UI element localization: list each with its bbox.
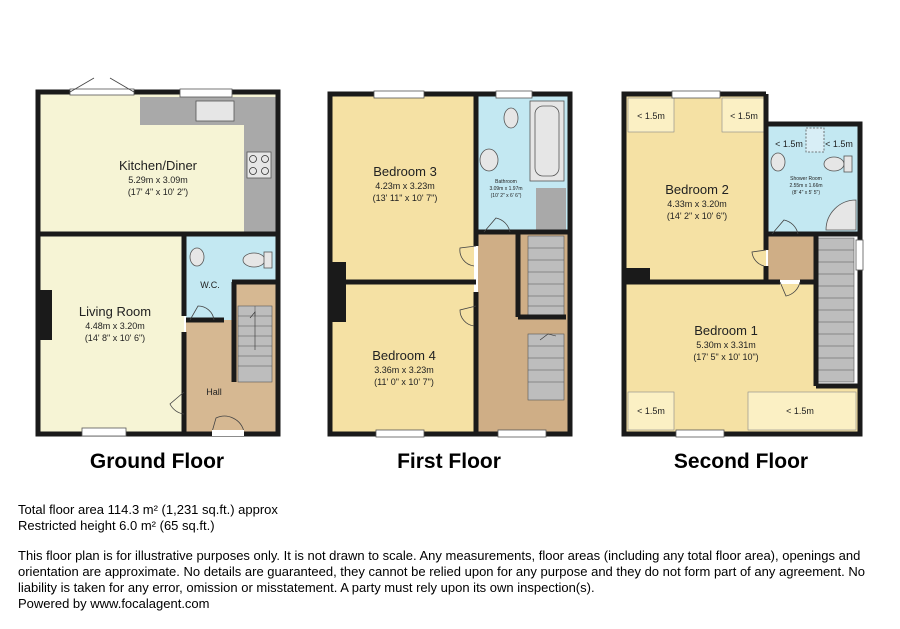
shower-room-dim-ft: (8' 4" x 5' 5"): [792, 190, 820, 196]
powered-by-text: Powered by www.focalagent.com: [18, 596, 210, 611]
bathroom-toilet: [504, 108, 518, 128]
wc-toilet: [243, 253, 265, 267]
ground-floor-plan: [38, 78, 278, 473]
first-floor-title: First Floor: [397, 450, 501, 473]
restricted-height-label: < 1.5m: [786, 406, 814, 416]
restricted-height-label: < 1.5m: [825, 139, 853, 149]
shower-room-cistern: [844, 156, 852, 172]
second-floor-title: Second Floor: [673, 450, 809, 473]
living-chimney: [40, 290, 52, 340]
first-floor-plan: [330, 91, 570, 473]
wc-floor-lower: [186, 236, 232, 320]
wc-cistern: [264, 252, 272, 268]
bathroom-basin: [480, 149, 498, 171]
ground-stairs: [238, 306, 272, 382]
front-door-gap: [212, 430, 244, 436]
bedroom-2-label: Bedroom 2: [665, 182, 729, 197]
kitchen-diner-label: Kitchen/Diner: [118, 158, 198, 173]
kitchen-diner-dim-m: 5.29m x 3.09m: [128, 175, 188, 185]
kitchen-diner-dim-ft: (17' 4" x 10' 2"): [127, 187, 189, 197]
floor-plan-notes: [18, 502, 884, 612]
second-stairs: [818, 238, 854, 382]
restricted-height-label: < 1.5m: [775, 139, 803, 149]
living-room-dim-ft: (14' 8" x 10' 6"): [84, 333, 146, 343]
bathroom-dim-m: 3.09m x 1.97m: [489, 186, 523, 192]
bedroom-chimney: [332, 262, 346, 322]
disclaimer-text: This floor plan is for illustrative purposes only. It is not drawn to scale. Any measurements, floor areas (including any total floor area), openings and orientation are approximate. No details are guaranteed, they cannot be relied upon for any purpose and they do not form part of any agreement. No liability is taken for any error, omission or misstatement. A party must rely upon its own inspection(s).: [18, 548, 865, 595]
bathroom-cupboard: [536, 188, 566, 230]
bedroom-4-dim-m: 3.36m x 3.23m: [374, 365, 434, 375]
shower-room-label: Shower Room: [790, 176, 822, 182]
bedroom-2-chimney: [626, 268, 650, 280]
hob: [247, 152, 271, 178]
ground-floor-title: Ground Floor: [89, 450, 225, 473]
restricted-height-label: < 1.5m: [637, 406, 665, 416]
bedroom-1-dim-ft: (17' 5" x 10' 10"): [693, 352, 759, 362]
total-floor-area: Total floor area 114.3 m² (1,231 sq.ft.) approx: [18, 502, 278, 517]
shower-room-dim-m: 2.55m x 1.66m: [789, 183, 823, 189]
kitchen-patio-door: [70, 89, 134, 95]
bathroom-label: Bathroom: [495, 179, 517, 185]
wc-label: W.C.: [200, 280, 220, 290]
bedroom-1-dim-m: 5.30m x 3.31m: [696, 340, 756, 350]
hall-label: Hall: [206, 387, 222, 397]
bedroom-2-dim-m: 4.33m x 3.20m: [667, 199, 727, 209]
restricted-height-label: < 1.5m: [637, 111, 665, 121]
bedroom-4-dim-ft: (11' 0" x 10' 7"): [374, 377, 434, 387]
bathroom-dim-ft: (10' 2" x 6' 6"): [490, 193, 522, 199]
shower-room-toilet: [824, 157, 844, 171]
bedroom-3-label: Bedroom 3: [373, 164, 437, 179]
kitchen-sink: [196, 101, 234, 121]
second-floor-plan: [624, 91, 863, 473]
living-room-dim-m: 4.48m x 3.20m: [85, 321, 145, 331]
shower-room-basin: [771, 153, 785, 171]
bedroom-4-label: Bedroom 4: [372, 348, 436, 363]
wc-basin: [190, 248, 204, 266]
restricted-height-label: < 1.5m: [730, 111, 758, 121]
notes-spacer: [18, 534, 884, 548]
bedroom-2-dim-ft: (14' 2" x 10' 6"): [666, 211, 728, 221]
living-room-label: Living Room: [78, 304, 152, 319]
bedroom-3-dim-ft: (13' 11" x 10' 7"): [372, 193, 438, 203]
bedroom-1-label: Bedroom 1: [694, 323, 758, 338]
skylight: [806, 128, 824, 152]
bedroom-3-dim-m: 4.23m x 3.23m: [375, 181, 435, 191]
restricted-height: Restricted height 6.0 m² (65 sq.ft.): [18, 518, 215, 533]
second-landing-floor: [768, 236, 816, 280]
